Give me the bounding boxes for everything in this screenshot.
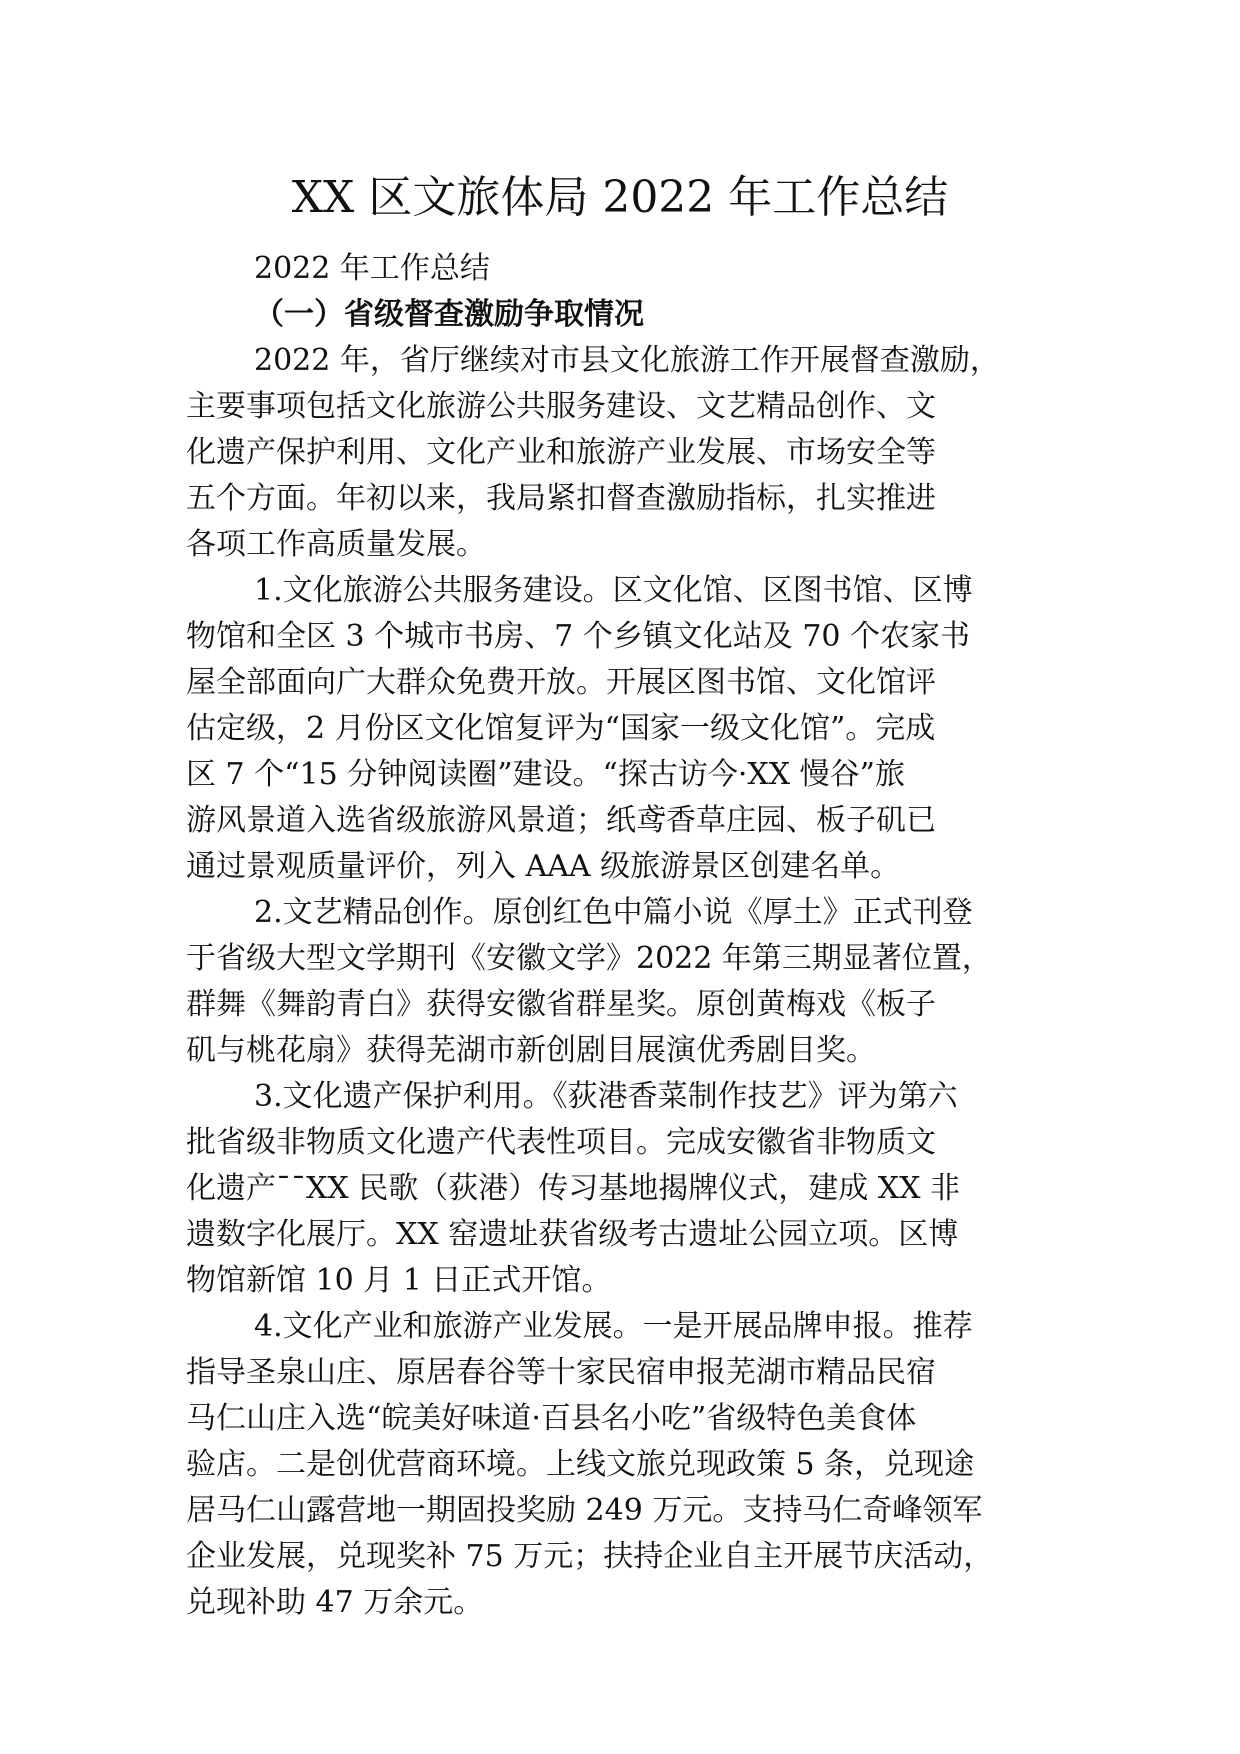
text-line: 估定级，2 月份区文化馆复评为“国家一级文化馆”。完成 [186,711,936,746]
text-line: 化遗产¯¯XX 民歌（荻港）传习基地揭牌仪式，建成 XX 非 [186,1171,961,1206]
text-line: 化遗产保护利用、文化产业和旅游产业发展、市场安全等 [186,435,936,470]
text-line: 1.文化旅游公共服务建设。区文化馆、区图书馆、区博 [254,573,973,608]
text-line: 主要事项包括文化旅游公共服务建设、文艺精品创作、文 [186,389,936,424]
text-line: 2.文艺精品创作。原创红色中篇小说《厚土》正式刊登 [254,895,973,930]
text-line: 游风景道入选省级旅游风景道；纸鸢香草庄园、板子矶已 [186,803,936,838]
text-line: 居马仁山露营地一期固投奖励 249 万元。支持马仁奇峰领军 [186,1493,983,1528]
paragraph-intro [186,338,1091,568]
text-line: 指导圣泉山庄、原居春谷等十家民宿申报芜湖市精品民宿 [186,1355,936,1390]
text-line: 屋全部面向广大群众免费开放。开展区图书馆、文化馆评 [186,665,936,700]
text-line: 于省级大型文学期刊《安徽文学》2022 年第三期显著位置， [186,941,992,976]
document-body [186,246,1091,1626]
document-title: XX 区文旅体局 2022 年工作总结 [291,172,949,223]
text-line: 4.文化产业和旅游产业发展。一是开展品牌申报。推荐 [254,1309,973,1344]
text-line: 五个方面。年初以来，我局紧扣督查激励指标，扎实推进 [186,481,936,516]
text-line: 各项工作高质量发展。 [186,527,486,562]
text-line: 矶与桃花扇》获得芜湖市新创剧目展演优秀剧目奖。 [186,1033,876,1068]
text-line: 企业发展，兑现奖补 75 万元；扶持企业自主开展节庆活动， [186,1539,994,1574]
text-line: 物馆新馆 10 月 1 日正式开馆。 [186,1263,612,1298]
text-line: 通过景观质量评价，列入 AAA 级旅游景区创建名单。 [186,849,901,884]
text-line: 马仁山庄入选“皖美好味道·百县名小吃”省级特色美食体 [186,1401,917,1436]
text-line: 兑现补助 47 万余元。 [186,1585,484,1620]
text-line: 批省级非物质文化遗产代表性项目。完成安徽省非物质文 [186,1125,936,1160]
text-line: 验店。二是创优营商环境。上线文旅兑现政策 5 条，兑现途 [186,1447,975,1482]
paragraph-industry [186,1304,1091,1626]
paragraph-art-creation [186,890,1091,1074]
text-line: 2022 年，省厅继续对市县文化旅游工作开展督查激励， [254,343,1000,378]
section-heading: （一）省级督查激励争取情况 [254,297,644,332]
text-line: 物馆和全区 3 个城市书房、7 个乡镇文化站及 70 个农家书 [186,619,971,654]
text-line: 群舞《舞韵青白》获得安徽省群星奖。原创黄梅戏《板子 [186,987,936,1022]
document-subtitle: 2022 年工作总结 [254,251,490,286]
text-line: 区 7 个“15 分钟阅读圈”建设。“探古访今·XX 慢谷”旅 [186,757,906,792]
text-line: 遗数字化展厅。XX 窑遗址获省级考古遗址公园立项。区博 [186,1217,959,1252]
text-line: 3.文化遗产保护利用。《荻港香菜制作技艺》评为第六 [254,1079,958,1114]
paragraph-heritage [186,1074,1091,1304]
paragraph-public-service [186,568,1091,890]
